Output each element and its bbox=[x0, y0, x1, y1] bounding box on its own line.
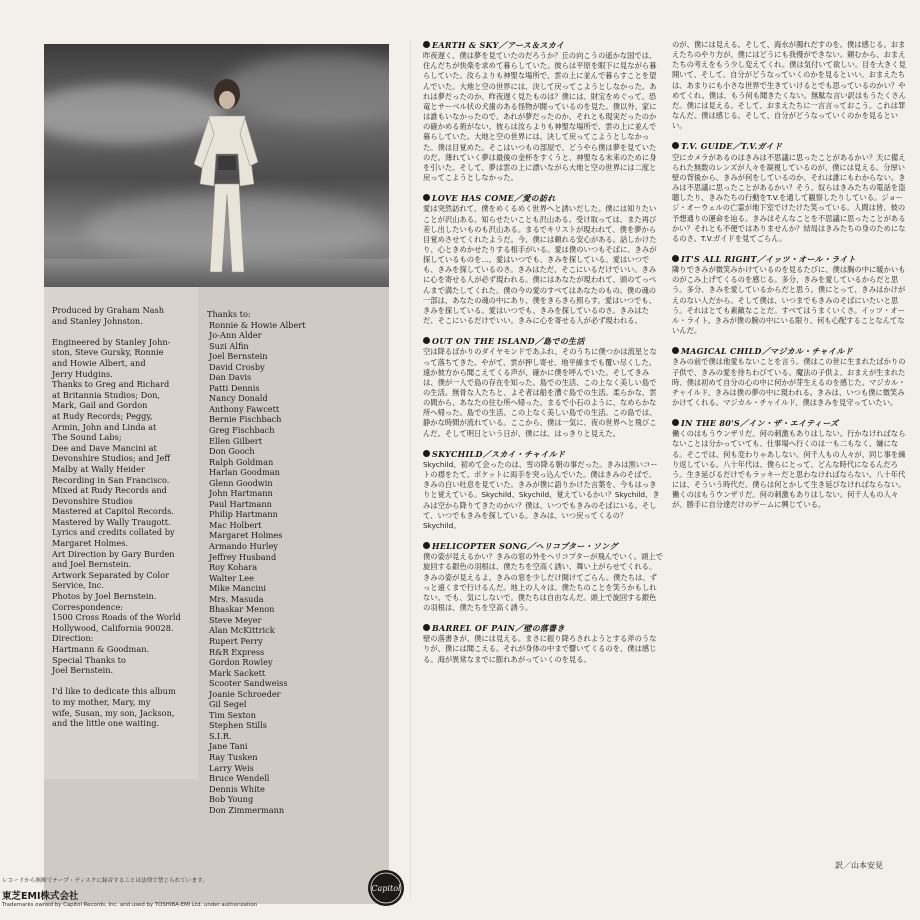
bullet-icon bbox=[423, 542, 430, 549]
thanks-name: Scooter Sandweiss bbox=[209, 678, 288, 689]
lyric-section bbox=[672, 346, 908, 408]
thanks-name: Jane Tani bbox=[209, 741, 248, 752]
lyrics-column-right bbox=[672, 40, 908, 521]
capitol-logo bbox=[366, 868, 406, 908]
song-title bbox=[423, 40, 663, 50]
song-title-text: IT'S ALL RIGHT／イッツ・オール・ライト bbox=[681, 253, 856, 264]
cover-photo bbox=[44, 44, 389, 287]
thanks-name: Margaret Holmes bbox=[209, 530, 283, 541]
thanks-name: Paul Hartmann bbox=[209, 498, 272, 509]
song-title-text: EARTH & SKY／アース＆スカイ bbox=[432, 40, 565, 50]
thanks-name: Walter Lee bbox=[209, 572, 254, 583]
company-name: 東芝EMI株式会社 bbox=[2, 891, 79, 902]
lyric-text: 昨夜遅く、僕は夢を見ていたのだろうか？丘の向こうの遥かな国では、住んだちが快楽を求めて暮らしていた。彼らは平原を眼下に見ながら暮らしていた。汝らよりも神聖な場所で、雲の上に並んで暮らすことを望んでいた。大地と空の世界には、決して戻ってこようとしなかった。あれは夢だったのか、昨夜遅く見たものは？僕には、財宝をめぐって、恐竜とサーベル状の犬歯のある怪物が闘っているのを見た。僕以外、家には誰もいなかったので、あれが夢だったのか、それとも現実だったのかの確かめる術がない。彼らは汝らよりも神聖な場所で、雲の上に並んで暮らしていた。大地と空の世界には、決して戻ってこようとしなかった。僕は目覚めた。そこはいつもの部屋で、どうやら僕は夢を見ていたのだ。薄れていく夢は最後の金杯をすくうと、神聖なる未来のために身を引いた。そして、夢は雲の上に漂いながら大地と空の世界には二度と戻ってこようとしなかった。 bbox=[423, 51, 657, 183]
thanks-name: Rupert Perry bbox=[209, 635, 263, 646]
thanks-name: Ronnie & Howie Albert bbox=[209, 319, 306, 330]
thanks-name: David Crosby bbox=[209, 361, 265, 372]
thanks-name: Gordon Rowley bbox=[209, 657, 273, 668]
thanks-name: Steve Meyer bbox=[209, 614, 262, 625]
thanks-name: Bruce Wendell bbox=[209, 773, 270, 784]
thanks-name: Stephen Stills bbox=[209, 720, 267, 731]
bullet-icon bbox=[423, 194, 430, 201]
lyric-section bbox=[423, 193, 663, 326]
thanks-name: Nancy Donald bbox=[209, 393, 268, 404]
thanks-name: Dennis White bbox=[209, 783, 265, 794]
lyric-text: 壁の落書きが、僕には見える。まさに振り降ろされようとする斧のうなりが、僕には聞こえる。それが身体の中まで響いてくるのを、僕は感じる。海が異常なまでに膨れあがっていくのを見る。 bbox=[423, 634, 657, 664]
credit-producers: Produced by Graham Nash and Stanley Johnston. bbox=[52, 305, 164, 326]
song-title bbox=[672, 141, 908, 151]
credit-dedication: I'd like to dedicate this album to my mother, Mary, my wife, Susan, my son, Jackson, and the little one waiting. bbox=[52, 686, 176, 729]
thanks-name: Don Zimmermann bbox=[209, 804, 285, 815]
thanks-name: Don Gooch bbox=[209, 446, 255, 457]
lyric-text: 隣りできみが微笑みかけているのを見るたびに、僕は胸の中に暖かいものがこみ上げてくるのを感じる。多分、きみを愛しているからだと思う。多分、きみを愛しているからだと思う。僕にとって、きみはかけがえのない人だから。そして僕は、いつまでもきみのそばにいたいと思う。それはとても素敵なことだ。すべてはうまくいくさ。イッツ・オール・ライト。きみが僕の腕の中にいる限り、何も心配することなんてないんだ。 bbox=[672, 265, 906, 336]
trademark-line: Trademarks owned by Capitol Records, Inc. and used by TOSHIBA-EMI Ltd. under authorization bbox=[2, 902, 258, 908]
song-title-text: IN THE 80'S／イン・ザ・エイティーズ bbox=[681, 418, 839, 429]
thanks-name: Philip Hartmann bbox=[209, 509, 278, 520]
song-title bbox=[672, 254, 908, 264]
thanks-name: Armando Hurley bbox=[209, 541, 278, 552]
thanks-name: Dan Davis bbox=[209, 372, 252, 383]
lyrics-column-left bbox=[423, 40, 663, 675]
bullet-icon bbox=[423, 41, 430, 48]
lyric-section bbox=[423, 449, 663, 531]
lyric-section bbox=[672, 254, 908, 336]
thanks-name: R&R Express bbox=[209, 646, 265, 657]
thanks-name: Harlan Goodman bbox=[209, 467, 280, 478]
song-title bbox=[672, 418, 908, 428]
song-title bbox=[423, 449, 663, 459]
song-title-text: BARREL OF PAIN／壁の落書き bbox=[432, 623, 565, 634]
translator-credit: 訳／山本安見 bbox=[835, 861, 883, 870]
lyric-section bbox=[423, 541, 663, 613]
song-title bbox=[423, 541, 663, 551]
song-title-text: T.V. GUIDE／T.V.ガイド bbox=[681, 141, 783, 152]
thanks-name: Bob Young bbox=[209, 794, 254, 805]
lyric-section bbox=[672, 141, 908, 244]
thanks-list bbox=[207, 309, 367, 815]
thanks-name: Joel Bernstein bbox=[209, 351, 268, 362]
bullet-icon bbox=[423, 624, 430, 631]
thanks-name: Mac Holbert bbox=[209, 519, 262, 530]
lyric-text: 働くのはもうウンザリだ。何の刺激もありはしない。行かなければならないことは分かっていても、仕事場へ行くのは一も二もなく、嫌になる。そこでは、何も変わりゃあしない。何千人もの人々が、同じ事を繰り返している。八十年代は、僕らにとって、どんな時代になるんだろう。生き延びるだけでもラッキーだと思わなければならない。八十年代には、そういう時代だ。僕らは何とかして生き延びなければならない。働くのはもうウンザリだ。何の刺激もありはしない。何千人もの人々が、勝手に自分達だけのゲームに興じている。 bbox=[672, 429, 906, 510]
song-title-text: MAGICAL CHILD／マジカル・チャイルド bbox=[681, 346, 853, 357]
thanks-name: Gil Segel bbox=[209, 699, 247, 710]
thanks-name: Ralph Goldman bbox=[209, 456, 274, 467]
bullet-icon bbox=[672, 255, 679, 262]
lyric-section bbox=[423, 336, 663, 439]
credits-panel bbox=[44, 287, 389, 904]
lyric-text: 愛は突然訪れて、僕をめくるめく世界へと誘いだした。僕には知りたいことが沢山ある。知らせたいことも沢山ある。受け取っては、また再び差し出したいものも沢山ある。まるでキリストが現われて、僕を夢から目覚めさせてくれたようだ。今、僕には頼れる安心がある。話しかけたり、心ときめかせたりする相手がいる。愛は僕のいつもそばに、きみが探しているものを…。愛はいつでも、きみを探している。愛はいつでも、きみを探しているのさ。きみはただ、そこにいるだけでいい。きみに心を寄せる人が必ず現われる。僕にはあなたが現われて、頭のてっぺんまで満たしてくれた。僕の今の愛のすべてはあなたのもの。僕の魂の一部は、あなたの魂の中にあり、僕をきらきら照らす。愛はいつでも、きみを探している。愛はいつでも、きみを探しているのさ。きみはただ、そこにいるだけでいい。きみに心を寄せる人が必ず現われる。 bbox=[423, 204, 657, 326]
lyric-section bbox=[423, 623, 663, 665]
song-title-text: OUT ON THE ISLAND／島での生活 bbox=[432, 336, 585, 347]
thanks-name: Bernie Fischbach bbox=[209, 414, 282, 425]
lyric-text: Skychild、初めて会ったのは、雪の降る朝の事だった。きみは黒いコートの襟をたて、ポケットに両手を突っ込んでいた。僕はきみのそばで、きみの白い吐息を見ていた。きみが僕に語りかけた言葉を、今もはっきりと覚えている。Skychild、Skychild、覚えているかい？Skychild、きみは空から降りてきたのかい？僕は、いつでもきみのそばにいる。そして、いつでもきみを探している。きみは、いつ戻ってくるの？Skychild。 bbox=[423, 459, 660, 530]
thanks-name: Ellen Gilbert bbox=[209, 435, 263, 446]
song-title bbox=[423, 623, 663, 633]
thanks-name: Mrs. Masuda bbox=[209, 593, 264, 604]
lyric-section bbox=[672, 418, 908, 510]
thanks-name: S.I.R. bbox=[209, 730, 232, 741]
song-title bbox=[672, 346, 908, 356]
thanks-name: Joanie Schroeder bbox=[209, 688, 281, 699]
credit-engineering: Engineered by Stanley John- ston, Steve Gursky, Ronnie and Howie Albert, and Jerry Hudgins. Thanks to Greg and Richard at Britannia Studios; Don, Mark, Gail and Gordon at Rudy Records; Peggy, Armin, John and Linda at The Sound Labs; Dee and Dave Mancini at Devonshire Studios; and Jeff Malby at Wally Heider Recording in San Francisco. Mixed at Rudy Records and Devonshire Studios Mastered at Capitol Records. Mastered by Wally Traugott. Lyrics and credits collated by Margaret Holmes. Art Direction by Gary Burden and Joel Bernstein. Artwork Separated by Color Service, Inc. Photos by Joel Bernstein. Correspondence: 1500 Cross Roads of the World Hollywood, California 90028. Direction: Hartmann & Goodman. Special Thanks to Joel Bernstein. bbox=[52, 336, 181, 676]
thanks-name: Jo-Ann Alder bbox=[209, 330, 262, 341]
bullet-icon bbox=[423, 450, 430, 457]
lyric-text: きみの前で僕は他愛もないことを言う。僕はこの世に生まれたばかりの子供で、きみの愛を待ちわびている。魔法の子供よ、おまえが生まれた時、僕は初めて自分の心の中に何かが芽生えるのを感じた。マジカル・チャイルド、きみは僕の夢の中に現われる。きみは、いつも僕に微笑みかけてくれる。マジカル・チャイルド、僕はきみを見守っていたい。 bbox=[672, 357, 906, 407]
thanks-name: Mark Sackett bbox=[209, 667, 266, 678]
person-figure-image bbox=[44, 44, 389, 287]
lyric-section bbox=[672, 40, 908, 131]
thanks-name: Jeffrey Husband bbox=[209, 551, 277, 562]
song-title bbox=[423, 193, 663, 203]
copyright-notice: レコードから無断でテープ・ディスクに録音することは法律で禁じられています。 bbox=[2, 878, 208, 884]
thanks-name: Patti Dennis bbox=[209, 382, 260, 393]
bullet-icon bbox=[672, 347, 679, 354]
thanks-heading: Thanks to: bbox=[207, 309, 251, 319]
lyric-text: 僕の姿が見えるかい？きみの窓の外をヘリコプターが飛んでいく。頭上で旋回する銀色の羽根は、僕たちを空高く誘い、舞い上がらせてくれる。きみの姿が見えるよ。きみの窓を少しだけ開けてごらん。僕たちは、ずっと遠くまで行けるんだ。地上の人々は、僕たちのことを笑うかもしれない。でも、気にしないで。僕たちは自由なんだ。頭上で旋回する銀色の羽根は、僕たちを空高く誘う。 bbox=[423, 552, 663, 612]
thanks-name: Mike Mancini bbox=[209, 583, 267, 594]
song-title bbox=[423, 336, 663, 346]
thanks-name: Suzi Alfin bbox=[209, 340, 249, 351]
svg-text:Capitol: Capitol bbox=[371, 884, 401, 893]
thanks-name: Roy Kohara bbox=[209, 562, 258, 573]
song-title-text: LOVE HAS COME／愛の訪れ bbox=[432, 193, 556, 204]
bullet-icon bbox=[672, 142, 679, 149]
thanks-name: John Hartmann bbox=[209, 488, 273, 499]
thanks-name: Tim Sexton bbox=[209, 709, 257, 720]
lyric-text: のが、僕には見える。そして、海水が濁れだすのを。僕は感じる。おまえたちのやり方が、僕にはどうにも我慢ができない。頼むから、おまえたちの考えをもう少し変えてくれ。僕は気付いて欲しい。目を大きく見開いて、そして、自分がどうなっていくのかを見るといい。おまえたちは、あまりにも小さな世界で生きていけるとでも思っているのかい？やめてくれ。僕は、もう何も聞きたくない。無駄な言い訳はもうたくさんだ。僕には見える。そして、おまえたちに一言言っておこう。これは罪なんだ。僕は感じる。そして、自分がどうなっていくのかを見るといい。 bbox=[672, 40, 906, 131]
lyric-text: 空は降るばかりのダイヤモンドであふれ、そのうちに僕つかは流星となって落ちてきた。やがて、雲が押し寄せ、地平線までも覆い尽くした。遠か彼方から聞こえてくる声が、確かに僕を呼んでいた。そしてきみは、僕が一人で島の存在を知った。島での生活、この上なく美しい島での生活。無骨な人たちと、よそ者は船を漕ぐ島での生活。柔らかな、雲の間から、あなたの住む所へ帰った。まるで小石のように、なめらかな所へ帰った。島での生活、この上なく美しい島での生活。この島では、静かな時間が流れている。ここから、僕は一気に、夜の世界へと飛びこんだ。そして明日という日が、僕には、はっきりと見えた。 bbox=[423, 347, 657, 438]
thanks-name: Greg Fischbach bbox=[209, 425, 275, 436]
thanks-name: Larry Weis bbox=[209, 762, 254, 773]
bullet-icon bbox=[672, 419, 679, 426]
bullet-icon bbox=[423, 337, 430, 344]
thanks-name: Bhaskar Menon bbox=[209, 604, 275, 615]
thanks-name: Ray Tusken bbox=[209, 751, 258, 762]
thanks-name: Anthony Fawcett bbox=[209, 403, 280, 414]
song-title-text: HELICOPTER SONG／ヘリコプター・ソング bbox=[432, 541, 618, 552]
thanks-name: Alan McKittrick bbox=[209, 625, 275, 636]
lyric-text: 空にカメラがあるのはきみは不思議に思ったことがあるかい？天に備えられた無数のレンズが人々を凝視しているのが、僕には見える。分厚い壁の背後から、きみが何をしているのか、それは誰にもわからない。きみは不思議に思ったことがあるかい？そう、奴らはきみたちの電話を盗聴したり、きみたちの行動をT.V.を通して観察したりしている。ジョージ・オーウェルの亡霊が地下室でけたけた笑っている。人間は皆、彼の予想通りの運命を辿る。きみはそんなことを不思議に思ったことがあるかい？それとも不便ではありませんか？結局はきみたちの身のためになるのさ。T.V.ガイドを見てごらん。 bbox=[672, 152, 906, 243]
thanks-name: Glenn Goodwin bbox=[209, 477, 273, 488]
song-title-text: SKYCHILD／スカイ・チャイルド bbox=[432, 448, 566, 459]
lyric-section bbox=[423, 40, 663, 183]
